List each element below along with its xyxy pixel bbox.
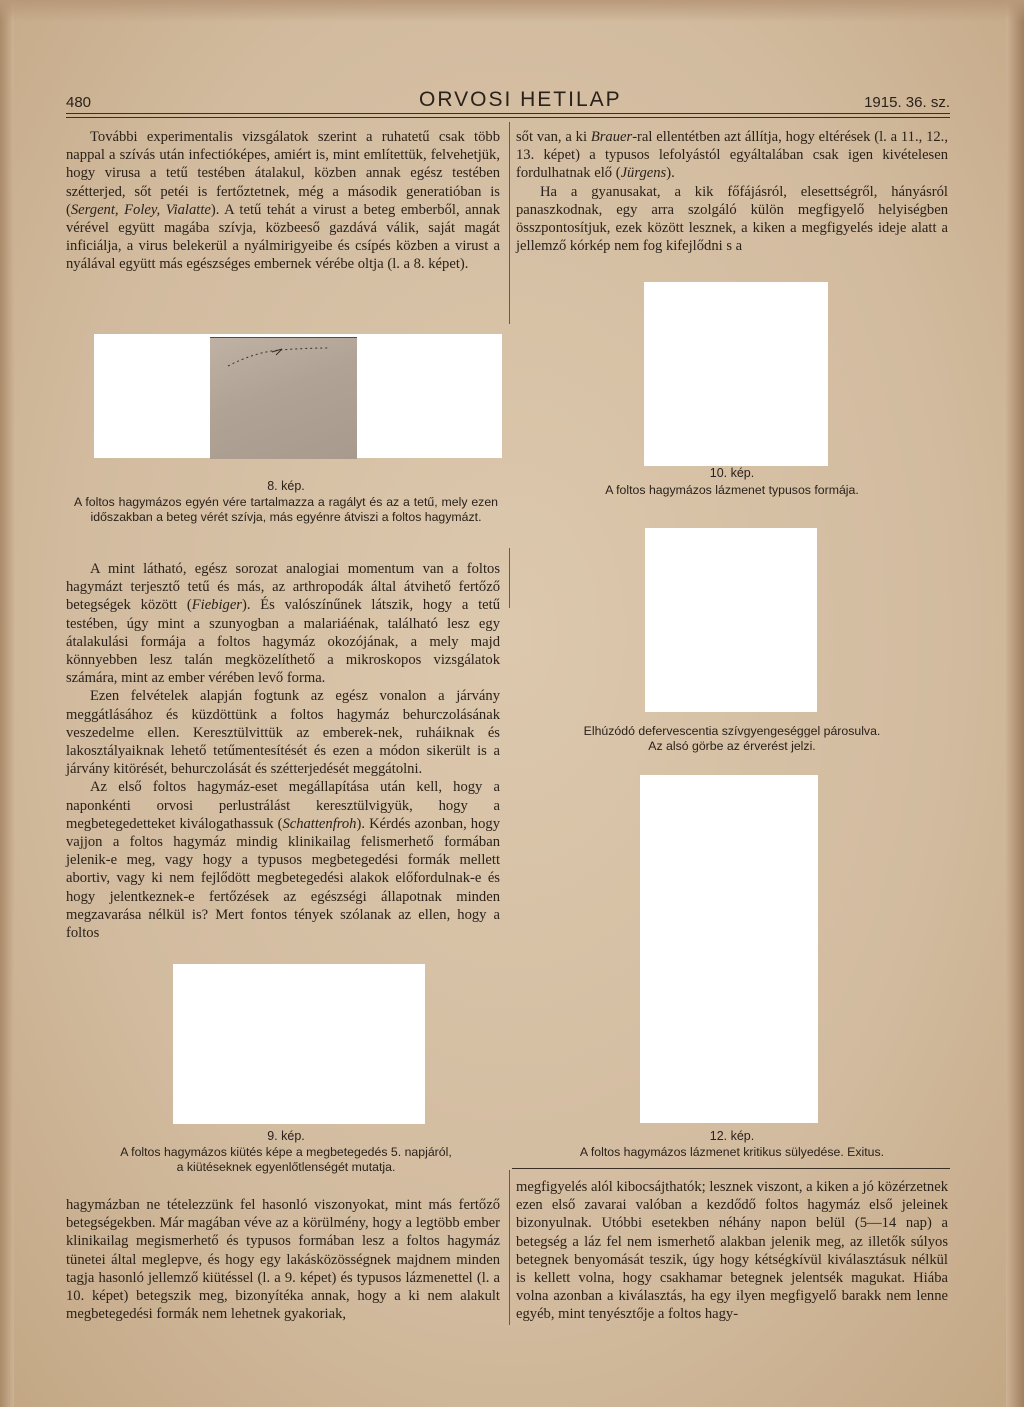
citation: Fiebiger — [191, 597, 242, 614]
figure-12-caption: A foltos hagymázos lázmenet kritikus sülyedése. Exitus. — [579, 1145, 885, 1159]
figure-10-caption: A foltos hagymázos lázmenet typusos formája. — [605, 483, 859, 497]
paragraph: hagymázban ne tételezzünk fel hasonló viszonyokat, mint más fertőző betegségekben. Már magában véve az a körülmény, hogy a legtöbb ember klinikailag megismerhető és typusos formában lesz a foltos hagymáz tünetei által meglepve, és hogy egy lakásközösségnek majdnem minden tagja hasonló jellemző kiütéssel (l. a 9. képet) és typusos lázmenettel (l. a 10. képet) betegszik meg, bizonyítéka annak, hogy a ki nem alakult megbetegedési formák nem lehetnek gyakoriak, — [66, 1197, 500, 1323]
figure-8-caption: A foltos hagymázos egyén vére tartalmazza a ragályt és az a tetű, mely ezen időszakban a beteg vérét szívja, más egyénre átviszi a foltos hagymázt. — [74, 495, 498, 524]
figure-9-caption-line2: a kiütéseknek egyenlőtlenségét mutatja. — [176, 1160, 396, 1174]
figure-12-number: 12. kép. — [709, 1129, 755, 1143]
page-edge-left — [0, 0, 14, 1407]
right-column-text-top — [516, 128, 948, 255]
left-column-text-top — [66, 128, 500, 274]
paragraph: A mint látható, egész sorozat analogiai momentum van a foltos hagymázt terjesztő tetű és más, az arthropodák által átvihető fertőző betegségek között (Fiebiger). És valószínűnek látszik, hogy a tetű testében, úgy mint a szunyogban a malariáénak, található lesz egy átalakulási formája a foltos hagymáz okozójának, a mely majd könnyebben lesz talán megközelíthető a mikroskopos vizsgálatok számára, mint az ember vérében levő forma. — [66, 561, 500, 687]
paragraph: megfigyelés alól kibocsájthatók; lesznek viszont, a kiken a jó közérzetnek ezen első zavarai valóban a kezdődő foltos hagymáz első jeleinek bizonyulnak. Utóbbi esetekben néhány napon belül (5—14 nap) a betegség a láz fel nem ismerhető alakban jelenik meg, az illetők súlyos betegnek benyomását teszik, úgy hogy kétségkívül kiválasztásuk nélkül is kellett volna, hogy csakhamar betegnek jelentsék magukat. Hiába volna azonban a kiválasztás, ha egy ilyen megfigyelő barakk nem lenne egyéb, mint tenyésztője a foltos hagy- — [516, 1179, 948, 1323]
paragraph: sőt van, a ki Brauer-ral ellentétben azt állítja, hogy eltérések (l. a 11., 12., 13. képet) a typusos lefolyástól egyáltalában csak igen kivételesen fordulhatnak elő (Jürgens). — [516, 129, 948, 182]
header-rule — [66, 113, 950, 114]
citation: Sergent, Foley, Vialatte — [70, 201, 211, 218]
figure-11-caption-line1: Elhúzódó defervescentia szívgyengeséggel párosulva. — [583, 724, 881, 738]
figure-8-number: 8. kép. — [267, 479, 305, 493]
citation: Brauer — [590, 129, 633, 145]
page-edge-top — [0, 0, 1024, 22]
figure-10-image — [644, 282, 828, 466]
right-column-text-bottom — [516, 1178, 948, 1324]
page-number: 480 — [66, 94, 92, 111]
running-header — [66, 88, 950, 112]
figure-9-image — [173, 964, 425, 1124]
issue-number: 1915. 36. sz. — [864, 94, 950, 111]
figure-11-caption-line2: Az alsó görbe az érverést jelzi. — [648, 739, 816, 753]
citation: Schattenfroh — [282, 815, 357, 832]
figure-9-caption-line1: A foltos hagymázos kiütés képe a megbetegedés 5. napjáról, — [120, 1145, 452, 1159]
figure-8-photo-detail — [210, 337, 357, 459]
paragraph: Ezen felvételek alapján fogtunk az egész vonalon a járvány meggátlásához és küzdöttünk a foltos hagymáz behurczolásának veszedelme ellen. Keresztülvittük az emberek-nek, ruháiknak és lakosztályaiknak lehető tetűmentesítését és ezen a módon sikerült is a járvány kitörését, behurczolását és szétterjedését meggátolni. — [66, 688, 500, 778]
column-divider — [509, 122, 510, 324]
paragraph: Az első foltos hagymáz-eset megállapítása után kell, hogy a naponkénti orvosi perlustrálást keresztülvigyük, hogy a megbetegedetteket kiválogathassuk (Schattenfroh). Kérdés azonban, hogy vajjon a foltos hagymáz mindig klinikailag felismerhető formában jelenik-e meg, vagy hogy a typusos megbetegedési formák mellett abortiv, vagy ki nem fejlődött megbetegedési alakok előfordulnak-e és hogy jelentkeznek-e fertőzések az egészségi állapotnak minden megzavarása nélkül is? Mert fontos tények szólanak az ellen, hogy a foltos — [66, 779, 500, 942]
header-rule-double — [66, 117, 950, 118]
louse-track-icon — [210, 338, 357, 378]
figure-12-image — [640, 775, 818, 1123]
citation: Jürgens — [620, 165, 667, 182]
figure-9-number: 9. kép. — [267, 1129, 305, 1143]
figure-11-image — [645, 528, 817, 712]
section-rule — [512, 1168, 950, 1169]
column-divider — [509, 1170, 510, 1325]
paragraph: Ha a gyanusakat, a kik főfájásról, elesettségről, hányásról panaszkodnak, egy arra szolgáló külön megfigyelő helyiségben összpontosítjuk, ezek között lesznek, a kiken a megfigyelés ideje alatt a jellemző kórkép nem fog kifejlődni s a — [516, 183, 948, 255]
journal-title: ORVOSI HETILAP — [419, 88, 622, 111]
left-column-text-middle — [66, 560, 500, 942]
figure-10-number: 10. kép. — [709, 466, 755, 480]
left-column-text-bottom — [66, 1196, 500, 1323]
column-divider — [509, 548, 510, 608]
page-edge-right — [1006, 0, 1024, 1407]
figure-8-image — [94, 334, 502, 458]
paragraph: További experimentalis vizsgálatok szerint a ruhatetű csak több nappal a szívás után infectióképes, amiért is, mint említettük, felvehetjük, hogy virusa a tetű testében átalakul, közben annak egész testében szétterjed, sőt petéi is fertőztetnek, még a második generatióban is (Sergent, Foley, Vialatte). A tetű tehát a virust a beteg emberből, annak vérével együtt magába szívja, közbeeső gazdává válik, saját magát inficiálja, a virus belekerül a nyálmirigyeibe és csípés közben a virust a nyálával együtt más egészséges embernek vérébe oltja (l. a 8. képet). — [66, 129, 500, 273]
